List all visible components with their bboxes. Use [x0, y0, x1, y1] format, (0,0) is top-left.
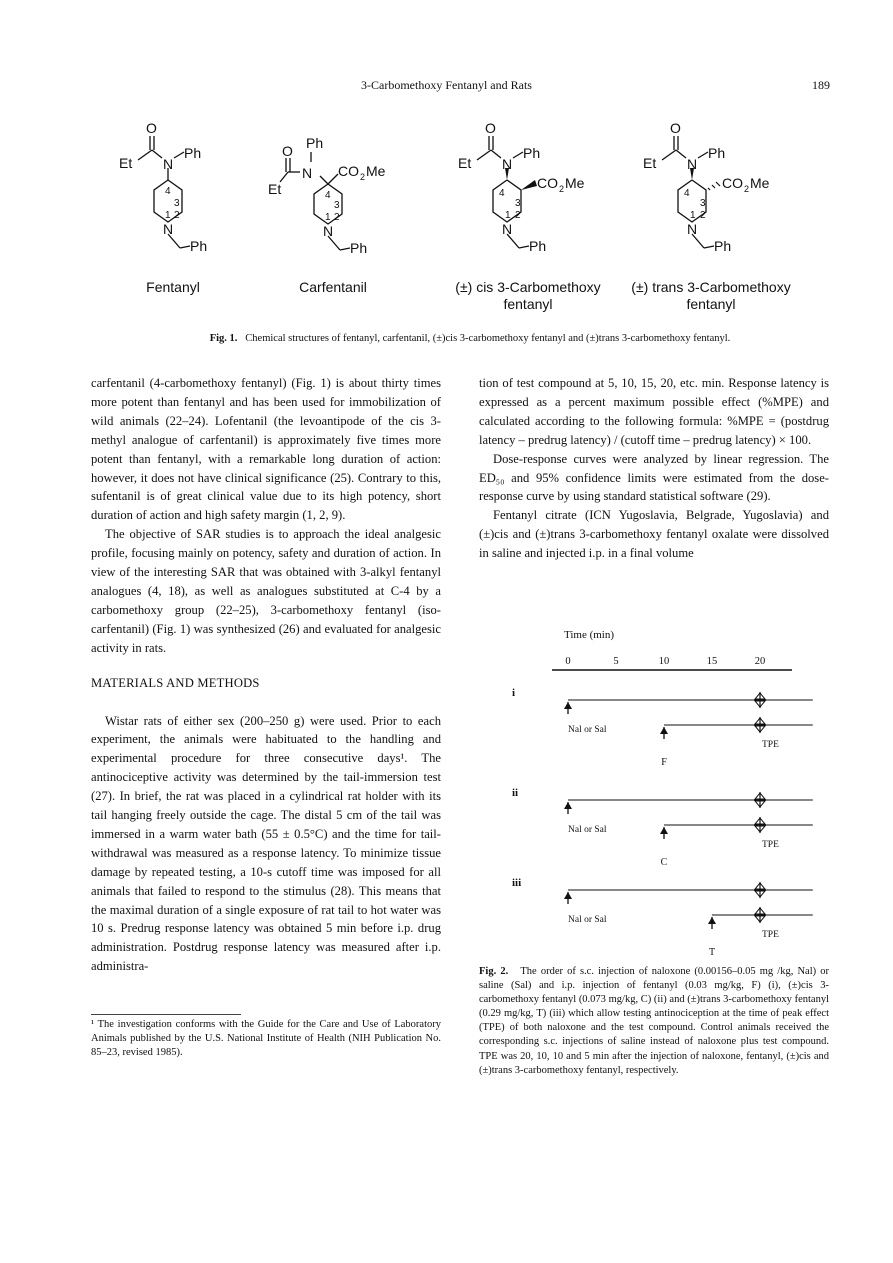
- atom-n-ring: N: [163, 221, 174, 237]
- svg-text:Ph: Ph: [306, 135, 324, 151]
- figure-2-caption: Fig. 2. The order of s.c. injection of naloxone (0.00156–0.05 mg /kg, Nal) or saline (Sal) and i.p. injection of fentanyl (0.03 mg/kg, F) (i), (±)cis 3-carbomethoxy fentanyl (0.073 mg/kg, C) (ii) and (±)trans 3-carbomethoxy fentanyl (0.29 mg/kg, T) (iii) which allow testing antinociception at the time of peak effect (TPE) of both naloxone and the test compound. Control animals received the corresponding s.c. injections of saline instead of naloxone plus test compound. TPE was 20, 10, 10 and 5 min after the injection of naloxone, fentanyl, (±)cis and (±)trans 3-carbomethoxy fentanyl, respectively.: [479, 966, 829, 1076]
- pretreatment-label: Nal or Sal: [568, 725, 607, 735]
- injection-timeline-diagram: [500, 620, 820, 960]
- carfentanil-diagram: [262, 118, 412, 268]
- fentanyl-structure: [110, 118, 230, 273]
- paragraph: carfentanil (4-carbomethoxy fentanyl) (Fig. 1) is about thirty times more potent than fentanyl and has been used for immobilization of wild animals (22–24). Lofentanil (the levoantipode of the cis 3-methyl analogue of carfentanil) is approximately five times more potent than fentanyl, with a remarkable long duration of action: however, it does not have clinical significance (25). Contrary to this, sufentanil is of great clinical value due to its high potency, short duration of action and high safety margin (1, 2, 9).: [91, 376, 441, 523]
- drug-label: C: [660, 857, 668, 868]
- svg-text:O: O: [670, 120, 681, 136]
- fentanyl-diagram: [110, 118, 230, 268]
- trans-structure: [640, 118, 790, 273]
- svg-text:N: N: [302, 165, 313, 181]
- naloxone-injection-arrow: [564, 802, 572, 814]
- svg-text:N: N: [687, 156, 698, 172]
- row-label: ii: [512, 787, 519, 799]
- tpe-label: TPE: [762, 740, 779, 750]
- running-head: 3-Carbomethoxy Fentanyl and Rats: [361, 78, 532, 92]
- footnote: ¹ The investigation conforms with the Guide for the Care and Use of Laboratory Animals published by the U.S. National Institute of Health (NIH Publication No. 85–23, revised 1985).: [91, 1019, 441, 1058]
- drug-label: T: [708, 947, 716, 958]
- pretreatment-label: Nal or Sal: [568, 915, 607, 925]
- svg-text:2: 2: [700, 210, 706, 221]
- svg-text:Ph: Ph: [529, 238, 547, 254]
- atom-et: Et: [119, 155, 133, 171]
- figure-1-caption: Fig. 1. Chemical structures of fentanyl, carfentanil, (±)cis 3-carbomethoxy fentanyl and (±)trans 3-carbomethoxy fentanyl.: [209, 333, 731, 344]
- drug-label: F: [661, 757, 667, 768]
- atom-ph-2: Ph: [190, 238, 208, 254]
- cis-name: (±) cis 3-Carbomethoxy fentanyl: [455, 279, 601, 312]
- svg-text:N: N: [502, 156, 513, 172]
- naloxone-injection-arrow: [564, 702, 572, 714]
- svg-text:Me: Me: [366, 163, 386, 179]
- right-column: [479, 374, 829, 563]
- page-number: 189: [812, 78, 830, 92]
- svg-text:CO: CO: [537, 175, 558, 191]
- pretreatment-label: Nal or Sal: [568, 825, 607, 835]
- tick-label-0: 0: [565, 656, 571, 667]
- atom-n-amide: N: [163, 156, 174, 172]
- tpe-label: TPE: [762, 840, 779, 850]
- svg-text:N: N: [323, 223, 334, 239]
- tick-label-5: 5: [613, 656, 619, 667]
- svg-text:Me: Me: [750, 175, 770, 191]
- atom-o: O: [146, 120, 157, 136]
- svg-text:CO: CO: [338, 163, 359, 179]
- trans-diagram: [640, 118, 790, 268]
- svg-text:Ph: Ph: [523, 145, 541, 161]
- svg-text:Ph: Ph: [350, 240, 368, 256]
- svg-text:3: 3: [700, 198, 706, 209]
- drug-injection-arrow: [708, 917, 716, 929]
- svg-text:3: 3: [515, 198, 521, 209]
- svg-text:4: 4: [325, 190, 331, 201]
- fentanyl-name: Fentanyl: [146, 279, 200, 295]
- svg-text:1: 1: [505, 210, 511, 221]
- svg-text:1: 1: [165, 210, 171, 221]
- svg-text:N: N: [502, 221, 513, 237]
- paragraph: Wistar rats of either sex (200–250 g) were used. Prior to each experiment, the animals were habituated to the handling and experimental procedure for three consecutive days¹. The antinociceptive activity was determined by the tail-immersion test (27). In brief, the rat was placed in a cylindrical rat holder with its tail hanging freely outside the cage. The distal 5 cm of the tail was immersed in a warm water bath (55 ± 0.5°C) and the time for tail-withdrawal was measured as a response latency. To minimize tissue damage by repeated testing, a 10-s cutoff time was imposed for all animals that failed to respond to the stimulus (28). This means that the maximal duration of a single exposure of rat tail to hot water was 10 s. Predrug response latency was obtained 5 min before i.p. drug administration. Postdrug response latency was measured after i.p. administra-: [91, 713, 441, 974]
- drug-injection-arrow: [660, 727, 668, 739]
- svg-text:1: 1: [325, 212, 331, 223]
- cis-structure: [455, 118, 605, 273]
- carfentanil-name: Carfentanil: [299, 279, 367, 295]
- svg-text:2: 2: [334, 212, 340, 223]
- tick-label-20: 20: [754, 656, 766, 667]
- svg-text:1: 1: [690, 210, 696, 221]
- svg-text:2: 2: [174, 210, 180, 221]
- drug-injection-arrow: [660, 827, 668, 839]
- left-column: [91, 374, 441, 976]
- svg-text:3: 3: [334, 200, 340, 211]
- svg-text:2: 2: [360, 172, 366, 182]
- svg-text:2: 2: [515, 210, 521, 221]
- paragraph: Dose-response curves were analyzed by linear regression. The ED₅₀ and 95% confidence limits were estimated from the dose-response curve by using standard statistical software (29).: [479, 451, 829, 504]
- section-heading: MATERIALS AND METHODS: [91, 675, 260, 690]
- svg-text:4: 4: [165, 186, 171, 197]
- axis-title: Time (min): [564, 629, 615, 641]
- trans-name: (±) trans 3-Carbomethoxy fentanyl: [631, 279, 791, 312]
- svg-text:Me: Me: [565, 175, 585, 191]
- svg-text:O: O: [485, 120, 496, 136]
- paragraph: The objective of SAR studies is to approach the ideal analgesic profile, focusing mainly on potency, safety and duration of action. In view of the interesting SAR that was obtained with 3-alkyl fentanyl analogues (4, 18), as well as analogues substituted at C-4 by a carbomethoxy group (22–25), 3-carbomethoxy fentanyl (iso-carfentanil) (Fig. 1) was synthesized (26) and evaluated for analgesic activity in rats.: [91, 527, 441, 655]
- svg-text:4: 4: [684, 188, 690, 199]
- svg-text:Et: Et: [268, 181, 282, 197]
- svg-text:N: N: [687, 221, 698, 237]
- svg-text:2: 2: [744, 184, 750, 194]
- row-label: i: [512, 687, 516, 699]
- svg-text:Et: Et: [643, 155, 657, 171]
- naloxone-injection-arrow: [564, 892, 572, 904]
- paragraph: tion of test compound at 5, 10, 15, 20, etc. min. Response latency is expressed as a percent maximum possible effect (%MPE) and calculated according to the following formula: %MPE = (postdrug latency – predrug latency) / (cutoff time – predrug latency) × 100.: [479, 376, 829, 447]
- atom-ph: Ph: [184, 145, 202, 161]
- svg-text:CO: CO: [722, 175, 743, 191]
- svg-text:Ph: Ph: [708, 145, 726, 161]
- footnote-divider: [91, 1014, 241, 1015]
- svg-text:O: O: [282, 143, 293, 159]
- tick-label-10: 10: [658, 656, 670, 667]
- svg-text:2: 2: [559, 184, 565, 194]
- svg-text:Ph: Ph: [714, 238, 732, 254]
- tick-label-15: 15: [706, 656, 718, 667]
- svg-text:Et: Et: [458, 155, 472, 171]
- svg-text:3: 3: [174, 198, 180, 209]
- figure-2: [500, 620, 820, 960]
- row-label: iii: [512, 877, 522, 889]
- svg-text:4: 4: [499, 188, 505, 199]
- tpe-label: TPE: [762, 930, 779, 940]
- carfentanil-structure: [262, 118, 412, 273]
- paragraph: Fentanyl citrate (ICN Yugoslavia, Belgrade, Yugoslavia) and (±)cis and (±)trans 3-carbomethoxy fentanyl oxalate were dissolved in saline and injected i.p. in a final volume: [479, 508, 829, 561]
- cis-diagram: [455, 118, 605, 268]
